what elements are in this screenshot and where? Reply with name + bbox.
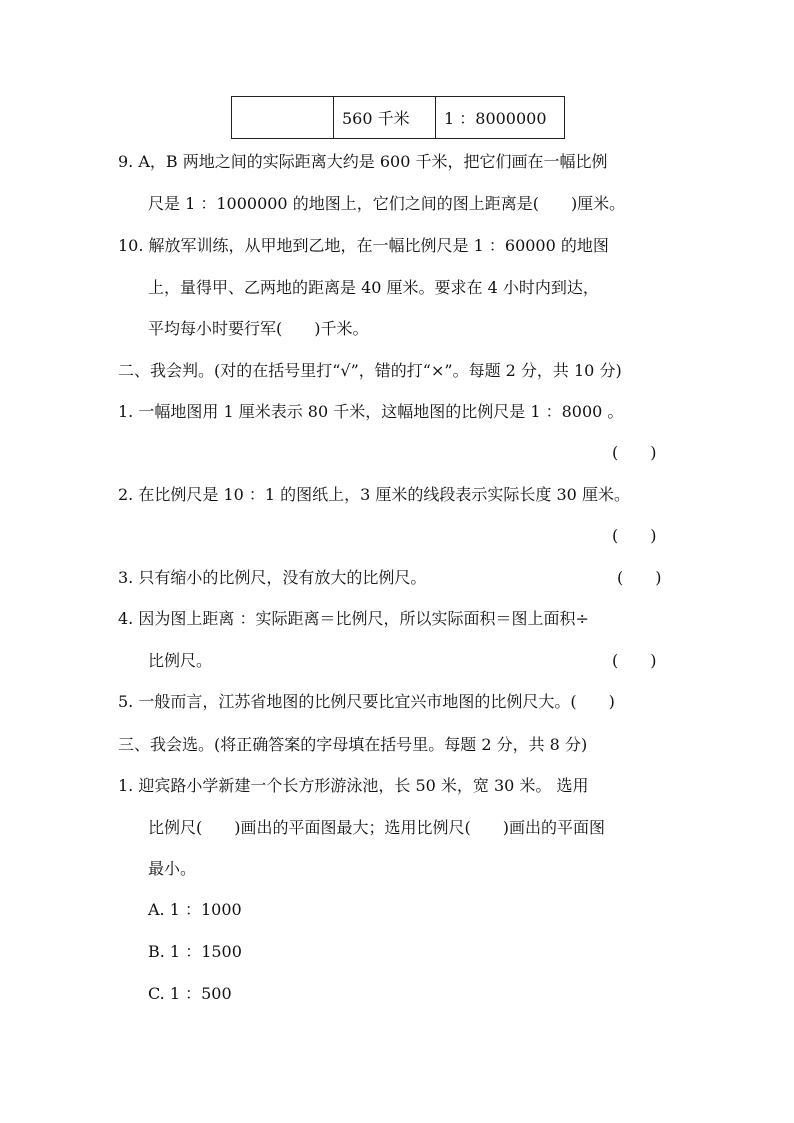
judge-q3-answer-blank[interactable]: ( ) bbox=[617, 568, 662, 587]
q10-line3: 平均每小时要行军( )千米。 bbox=[148, 319, 369, 338]
judge-q4-line2: 比例尺。 bbox=[148, 651, 213, 670]
judge-q1-answer-blank[interactable]: ( ) bbox=[612, 443, 657, 462]
choice-option-a: A. 1 ：1000 bbox=[148, 900, 242, 919]
judge-q2-answer-blank[interactable]: ( ) bbox=[612, 526, 657, 545]
section3-heading: 三、我会选。(将正确答案的字母填在括号里。每题 2 分，共 8 分) bbox=[118, 735, 588, 754]
q10-line1: 10. 解放军训练，从甲地到乙地，在一幅比例尺是 1 ：60000 的地图 bbox=[118, 236, 609, 255]
judge-q5: 5. 一般而言，江苏省地图的比例尺要比宜兴市地图的比例尺大。( ) bbox=[118, 692, 615, 711]
judge-q1: 1. 一幅地图用 1 厘米表示 80 千米，这幅地图的比例尺是 1 ：8000 。 bbox=[118, 402, 624, 421]
table-cell-blank bbox=[232, 97, 334, 139]
choice-q1-line2: 比例尺( )画出的平面图最大；选用比例尺( )画出的平面图 bbox=[148, 818, 605, 837]
judge-q2: 2. 在比例尺是 10 ：1 的图纸上，3 厘米的线段表示实际长度 30 厘米。 bbox=[118, 485, 630, 504]
choice-q1-line1: 1. 迎宾路小学新建一个长方形游泳池，长 50 米，宽 30 米。 选用 bbox=[118, 776, 589, 795]
table-row bbox=[232, 97, 565, 139]
judge-q4-answer-blank[interactable]: ( ) bbox=[612, 651, 657, 670]
section2-heading: 二、我会判。(对的在括号里打“√”，错的打“×”。每题 2 分，共 10 分) bbox=[118, 361, 622, 380]
judge-q3: 3. 只有缩小的比例尺，没有放大的比例尺。 bbox=[118, 568, 427, 587]
q10-line2: 上，量得甲、乙两地的距离是 40 厘米。要求在 4 小时内到达， bbox=[148, 278, 599, 297]
table-cell-scale: 1 ：8000000 bbox=[436, 97, 565, 139]
choice-option-b: B. 1 ：1500 bbox=[148, 942, 242, 961]
scale-table bbox=[231, 96, 565, 139]
choice-q1-line3: 最小。 bbox=[148, 859, 197, 878]
table-cell-distance: 560 千米 bbox=[334, 97, 436, 139]
judge-q4-line1: 4. 因为图上距离 ：实际距离＝比例尺，所以实际面积＝图上面积÷ bbox=[118, 609, 589, 628]
q9-line1: 9. A，B 两地之间的实际距离大约是 600 千米，把它们画在一幅比例 bbox=[118, 152, 608, 171]
q9-line2: 尺是 1 ：1000000 的地图上，它们之间的图上距离是( )厘米。 bbox=[148, 194, 626, 213]
choice-option-c: C. 1 ：500 bbox=[148, 984, 232, 1003]
